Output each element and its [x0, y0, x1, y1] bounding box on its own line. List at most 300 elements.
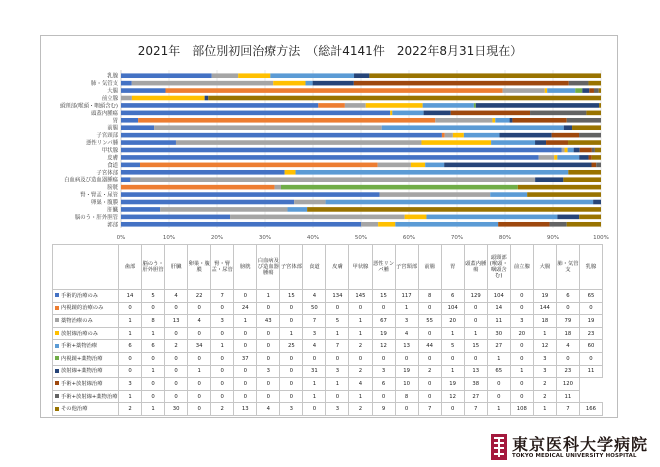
- table-cell: 15: [372, 290, 395, 303]
- table-cell: 0: [280, 390, 303, 403]
- table-cell: 0: [556, 302, 579, 315]
- table-cell: 104: [487, 290, 510, 303]
- bar-segment: [421, 140, 491, 145]
- bar-segment: [476, 103, 599, 108]
- table-row: [53, 315, 603, 328]
- x-tick-label: 70%: [450, 235, 464, 241]
- bar-segment: [592, 155, 601, 160]
- bar-segment: [121, 207, 160, 212]
- table-cell: 0: [188, 327, 211, 340]
- table-cell: 2: [533, 378, 556, 391]
- table-cell: 7: [211, 290, 234, 303]
- table-cell: 1: [119, 327, 142, 340]
- legend-swatch: [55, 331, 59, 335]
- bar-segment: [512, 118, 566, 123]
- table-cell: 0: [418, 327, 441, 340]
- legend-swatch: [55, 293, 59, 297]
- row-label-cell: [53, 390, 119, 403]
- column-header: 腎・腎盂・尿管: [211, 245, 234, 290]
- table-cell: 0: [211, 390, 234, 403]
- data-table: [52, 244, 603, 416]
- table-row: [53, 390, 603, 403]
- bar-segment: [589, 155, 592, 160]
- bar-segment: [379, 192, 490, 197]
- column-header: 乳腺: [579, 245, 602, 290]
- table-cell: 13: [464, 365, 487, 378]
- table-cell: 0: [234, 378, 257, 391]
- table-cell: 0: [142, 378, 165, 391]
- table-cell: 1: [119, 315, 142, 328]
- bar-segment: [378, 163, 411, 168]
- table-cell: 0: [188, 403, 211, 416]
- bar-segment: [121, 125, 154, 130]
- bar-segment: [154, 125, 382, 130]
- table-cell: 0: [280, 315, 303, 328]
- table-cell: 2: [119, 403, 142, 416]
- table-cell: 67: [372, 315, 395, 328]
- bar-segment: [589, 88, 594, 93]
- table-cell: 3: [533, 365, 556, 378]
- table-cell: 1: [349, 327, 372, 340]
- bar-segment: [140, 163, 378, 168]
- legend-swatch: [55, 369, 59, 373]
- table-cell: 0: [418, 302, 441, 315]
- legend-swatch: [55, 356, 59, 360]
- x-tick-label: 60%: [402, 235, 416, 241]
- table-cell: 27: [487, 340, 510, 353]
- table-cell: 0: [280, 365, 303, 378]
- bar-segment: [425, 163, 444, 168]
- table-cell: 0: [165, 365, 188, 378]
- table-cell: 3: [510, 315, 533, 328]
- table-cell: 1: [326, 378, 349, 391]
- table-row: [53, 340, 603, 353]
- bar-segment: [273, 81, 305, 86]
- legend-swatch: [55, 306, 59, 310]
- table-cell: 1: [142, 327, 165, 340]
- category-label: 膀胱: [107, 185, 118, 192]
- table-cell: 0: [234, 340, 257, 353]
- table-cell: 43: [257, 315, 280, 328]
- table-cell: 37: [234, 352, 257, 365]
- table-cell: 0: [188, 378, 211, 391]
- bar-segment: [275, 185, 281, 190]
- bar-segment: [510, 118, 513, 123]
- table-cell: 4: [188, 315, 211, 328]
- bar-segment: [574, 148, 580, 153]
- table-cell: 5: [326, 315, 349, 328]
- column-header: 肺・気管支: [556, 245, 579, 290]
- bar-segment: [130, 177, 535, 182]
- bar-segment: [572, 125, 601, 130]
- category-label: 悪性リンパ腫: [86, 140, 118, 147]
- table-cell: 2: [211, 403, 234, 416]
- bar-segment: [503, 88, 545, 93]
- row-label: 放射線+薬物治療: [61, 368, 103, 375]
- hospital-name-jp: 東京医科大学病院: [512, 435, 649, 454]
- table-cell: 1: [211, 340, 234, 353]
- bar-segment: [121, 222, 361, 227]
- table-cell: 4: [556, 340, 579, 353]
- bar-segment: [121, 81, 132, 86]
- table-cell: 0: [441, 403, 464, 416]
- row-label: 内視鏡+薬物治療: [61, 355, 103, 362]
- row-label-cell: [53, 365, 119, 378]
- bar-segment: [354, 73, 369, 78]
- bar-segment: [568, 170, 601, 175]
- table-cell: 2: [349, 403, 372, 416]
- table-cell: 0: [257, 390, 280, 403]
- column-header: 皮膚: [326, 245, 349, 290]
- table-cell: 3: [326, 403, 349, 416]
- bar-segment: [596, 163, 601, 168]
- bar-segment: [138, 118, 435, 123]
- bar-segment: [492, 118, 495, 123]
- column-header: 白血病及び造血器腫瘍: [257, 245, 280, 290]
- bar-segment: [545, 88, 547, 93]
- bar-segment: [345, 103, 366, 108]
- bar-segment: [550, 222, 567, 227]
- table-row: [53, 365, 603, 378]
- table-cell: 14: [487, 302, 510, 315]
- bar-segment: [165, 88, 502, 93]
- bar-segment: [592, 148, 595, 153]
- table-cell: 1: [303, 390, 326, 403]
- bar-segment: [557, 215, 579, 220]
- bar-segment: [552, 133, 579, 138]
- hospital-emblem-icon: [490, 433, 508, 461]
- table-row: [53, 403, 603, 416]
- table-cell: 0: [395, 403, 418, 416]
- table-cell: 0: [372, 302, 395, 315]
- table-cell: 3: [280, 403, 303, 416]
- table-cell: 0: [556, 352, 579, 365]
- bar-segment: [518, 185, 601, 190]
- table-cell: 0: [395, 352, 418, 365]
- bar-segment: [121, 177, 130, 182]
- bar-segment: [567, 118, 601, 123]
- bar-segment: [567, 222, 601, 227]
- bar-segment: [445, 133, 453, 138]
- table-cell: 0: [326, 352, 349, 365]
- bar-segment: [580, 148, 592, 153]
- x-tick-label: 10%: [162, 235, 176, 241]
- bar-segment: [121, 148, 562, 153]
- bar-segment: [535, 140, 546, 145]
- legend-swatch: [55, 407, 59, 411]
- table-cell: 38: [464, 378, 487, 391]
- table-cell: 0: [418, 378, 441, 391]
- bar-segment: [563, 177, 601, 182]
- table-cell: 12: [533, 340, 556, 353]
- table-header-row: [53, 245, 603, 290]
- bar-segment: [395, 222, 498, 227]
- table-cell: 6: [142, 340, 165, 353]
- table-cell: 0: [165, 378, 188, 391]
- table-cell: 0: [257, 378, 280, 391]
- x-tick-label: 0%: [116, 235, 126, 241]
- bar-segment: [121, 200, 294, 205]
- bar-segment: [451, 111, 530, 116]
- table-cell: 1: [280, 327, 303, 340]
- table-cell: 3: [326, 365, 349, 378]
- table-cell: 22: [188, 290, 211, 303]
- table-cell: 0: [303, 352, 326, 365]
- row-label-cell: [53, 290, 119, 303]
- row-label-cell: [53, 302, 119, 315]
- category-label: 白血病及び造血器腫瘍: [64, 177, 118, 184]
- table-cell: 1: [142, 403, 165, 416]
- table-cell: 25: [280, 340, 303, 353]
- x-tick-label: 50%: [354, 235, 368, 241]
- table-cell: 0: [280, 302, 303, 315]
- category-label: 脳のう・肝外胆管: [74, 214, 118, 221]
- table-cell: 0: [510, 302, 533, 315]
- bar-segment: [579, 155, 588, 160]
- table-cell: 0: [211, 302, 234, 315]
- table-cell: 65: [579, 290, 602, 303]
- table-cell: 6: [556, 290, 579, 303]
- table-cell: 0: [234, 365, 257, 378]
- column-header: 食道: [303, 245, 326, 290]
- bar-segment: [160, 207, 287, 212]
- category-label: 子宮頸部: [96, 133, 118, 140]
- bar-segment: [595, 148, 601, 153]
- table-cell: 4: [303, 290, 326, 303]
- bar-segment: [288, 207, 308, 212]
- table-cell: 23: [579, 327, 602, 340]
- table-cell: 24: [234, 302, 257, 315]
- row-label: 手術+薬物治療: [61, 343, 98, 350]
- table-cell: 19: [579, 315, 602, 328]
- bar-segment: [121, 103, 318, 108]
- x-tick-label: 100%: [593, 235, 609, 241]
- column-header: 子宮体部: [280, 245, 303, 290]
- table-cell: 0: [579, 352, 602, 365]
- category-label: 胃: [112, 118, 118, 125]
- bar-segment: [599, 103, 601, 108]
- bar-segment: [500, 133, 552, 138]
- table-cell: 1: [349, 390, 372, 403]
- table-cell: 0: [464, 302, 487, 315]
- row-label-cell: [53, 315, 119, 328]
- bar-segment: [424, 111, 451, 116]
- bar-segment: [495, 118, 509, 123]
- table-cell: 3: [211, 315, 234, 328]
- table-cell: 2: [533, 390, 556, 403]
- bar-segment: [444, 163, 591, 168]
- table-cell: 0: [280, 378, 303, 391]
- hospital-logo: [490, 432, 649, 464]
- table-cell: 13: [165, 315, 188, 328]
- table-cell: 6: [441, 290, 464, 303]
- bar-segment: [568, 140, 601, 145]
- table-cell: 6: [372, 378, 395, 391]
- table-cell: 0: [257, 340, 280, 353]
- table-cell: 0: [234, 327, 257, 340]
- table-cell: 4: [257, 403, 280, 416]
- x-tick-label: 80%: [498, 235, 512, 241]
- bar-segment: [121, 163, 140, 168]
- bar-segment: [121, 185, 275, 190]
- table-cell: 134: [326, 290, 349, 303]
- bar-segment: [313, 81, 354, 86]
- table-cell: 0: [510, 378, 533, 391]
- table-cell: 7: [556, 403, 579, 416]
- row-label-cell: [53, 327, 119, 340]
- bar-segment: [121, 133, 442, 138]
- table-cell: 3: [257, 365, 280, 378]
- table-cell: 1: [441, 365, 464, 378]
- column-header: 甲状腺: [349, 245, 372, 290]
- table-cell: 19: [533, 290, 556, 303]
- table-cell: 0: [119, 302, 142, 315]
- bar-segment: [562, 148, 565, 153]
- column-header: 大腸: [533, 245, 556, 290]
- table-cell: 1: [257, 290, 280, 303]
- table-cell: 65: [487, 365, 510, 378]
- category-label: 皮膚: [107, 155, 118, 162]
- bar-segment: [588, 81, 601, 86]
- table-cell: 30: [487, 327, 510, 340]
- table-cell: 0: [441, 352, 464, 365]
- bar-segment: [464, 133, 500, 138]
- bar-segment: [569, 81, 589, 86]
- bar-segment: [435, 118, 492, 123]
- bar-segment: [121, 73, 212, 78]
- table-cell: 11: [487, 315, 510, 328]
- table-cell: 0: [119, 352, 142, 365]
- table-cell: 2: [349, 340, 372, 353]
- table-cell: 1: [119, 390, 142, 403]
- table-cell: 15: [280, 290, 303, 303]
- bar-segment: [498, 222, 549, 227]
- table-cell: 4: [303, 340, 326, 353]
- bar-segment: [121, 155, 539, 160]
- bar-segment: [474, 103, 476, 108]
- bar-segment: [568, 148, 574, 153]
- table-cell: 31: [303, 365, 326, 378]
- column-header: 歯部: [119, 245, 142, 290]
- table-cell: 0: [211, 327, 234, 340]
- row-label-cell: [53, 340, 119, 353]
- table-cell: 3: [119, 378, 142, 391]
- table-cell: 0: [372, 390, 395, 403]
- table-cell: 27: [464, 390, 487, 403]
- x-tick-label: 90%: [546, 235, 560, 241]
- bar-segment: [132, 96, 205, 101]
- bar-segment: [296, 170, 569, 175]
- table-cell: 19: [441, 378, 464, 391]
- table-cell: 15: [464, 340, 487, 353]
- category-label: 食道: [107, 162, 118, 169]
- table-cell: 0: [280, 352, 303, 365]
- table-row: [53, 352, 603, 365]
- bar-segment: [582, 88, 589, 93]
- table-cell: 0: [188, 352, 211, 365]
- table-cell: 1: [487, 403, 510, 416]
- hospital-name-en: TOKYO MEDICAL UNIVERSITY HOSPITAL: [512, 453, 637, 459]
- category-label: 大腸: [107, 88, 118, 95]
- bar-segment: [270, 73, 354, 78]
- column-header: 頭蓋内腫瘍: [464, 245, 487, 290]
- table-cell: 104: [441, 302, 464, 315]
- table-cell: 129: [464, 290, 487, 303]
- table-cell: 0: [234, 290, 257, 303]
- table-cell: 0: [349, 302, 372, 315]
- table-cell: 8: [142, 315, 165, 328]
- column-header: 肝臓: [165, 245, 188, 290]
- table-cell: 0: [142, 302, 165, 315]
- bar-segment: [554, 155, 557, 160]
- table-cell: 0: [211, 365, 234, 378]
- bar-segment: [361, 222, 378, 227]
- table-cell: 6: [119, 340, 142, 353]
- table-cell: 3: [533, 352, 556, 365]
- bar-segment: [121, 215, 230, 220]
- table-row: [53, 378, 603, 391]
- bar-segment: [121, 170, 285, 175]
- table-cell: 0: [487, 378, 510, 391]
- table-cell: 20: [441, 315, 464, 328]
- table-cell: 4: [165, 290, 188, 303]
- table-cell: 1: [234, 315, 257, 328]
- bar-segment: [121, 118, 138, 123]
- bar-segment: [557, 155, 579, 160]
- bar-segment: [547, 88, 575, 93]
- table-row: [53, 302, 603, 315]
- bar-segment: [305, 81, 312, 86]
- table-cell: 19: [395, 365, 418, 378]
- category-label: 乳腺: [107, 73, 118, 80]
- legend-swatch: [55, 318, 59, 322]
- column-header: 子宮頸部: [395, 245, 418, 290]
- bar-segment: [594, 88, 599, 93]
- bar-segment: [392, 111, 423, 116]
- table-cell: 0: [165, 302, 188, 315]
- bar-segment: [208, 96, 601, 101]
- table-cell: 0: [487, 390, 510, 403]
- table-cell: 20: [510, 327, 533, 340]
- row-label: その他治療: [61, 406, 88, 413]
- table-cell: 8: [395, 390, 418, 403]
- table-cell: 12: [441, 390, 464, 403]
- bar-segment: [285, 170, 296, 175]
- bar-segment: [564, 125, 572, 130]
- bar-segment: [176, 140, 421, 145]
- table-cell: 0: [165, 327, 188, 340]
- table-cell: 55: [418, 315, 441, 328]
- row-label: 放射線治療のみ: [61, 330, 99, 337]
- table-row: [53, 290, 603, 303]
- table-cell: 50: [303, 302, 326, 315]
- bar-segment: [565, 148, 568, 153]
- column-header: 膀胱: [234, 245, 257, 290]
- table-cell: 0: [579, 302, 602, 315]
- table-cell: 79: [556, 315, 579, 328]
- x-tick-label: 40%: [306, 235, 320, 241]
- table-cell: 0: [303, 403, 326, 416]
- table-cell: 0: [165, 390, 188, 403]
- bar-segment: [575, 88, 582, 93]
- x-tick-label: 30%: [258, 235, 272, 241]
- table-cell: 117: [395, 290, 418, 303]
- category-label: 卵巣・腹膜: [91, 200, 118, 206]
- table-cell: 0: [372, 352, 395, 365]
- table-cell: 145: [349, 290, 372, 303]
- table-cell: 1: [326, 327, 349, 340]
- table-cell: 5: [441, 340, 464, 353]
